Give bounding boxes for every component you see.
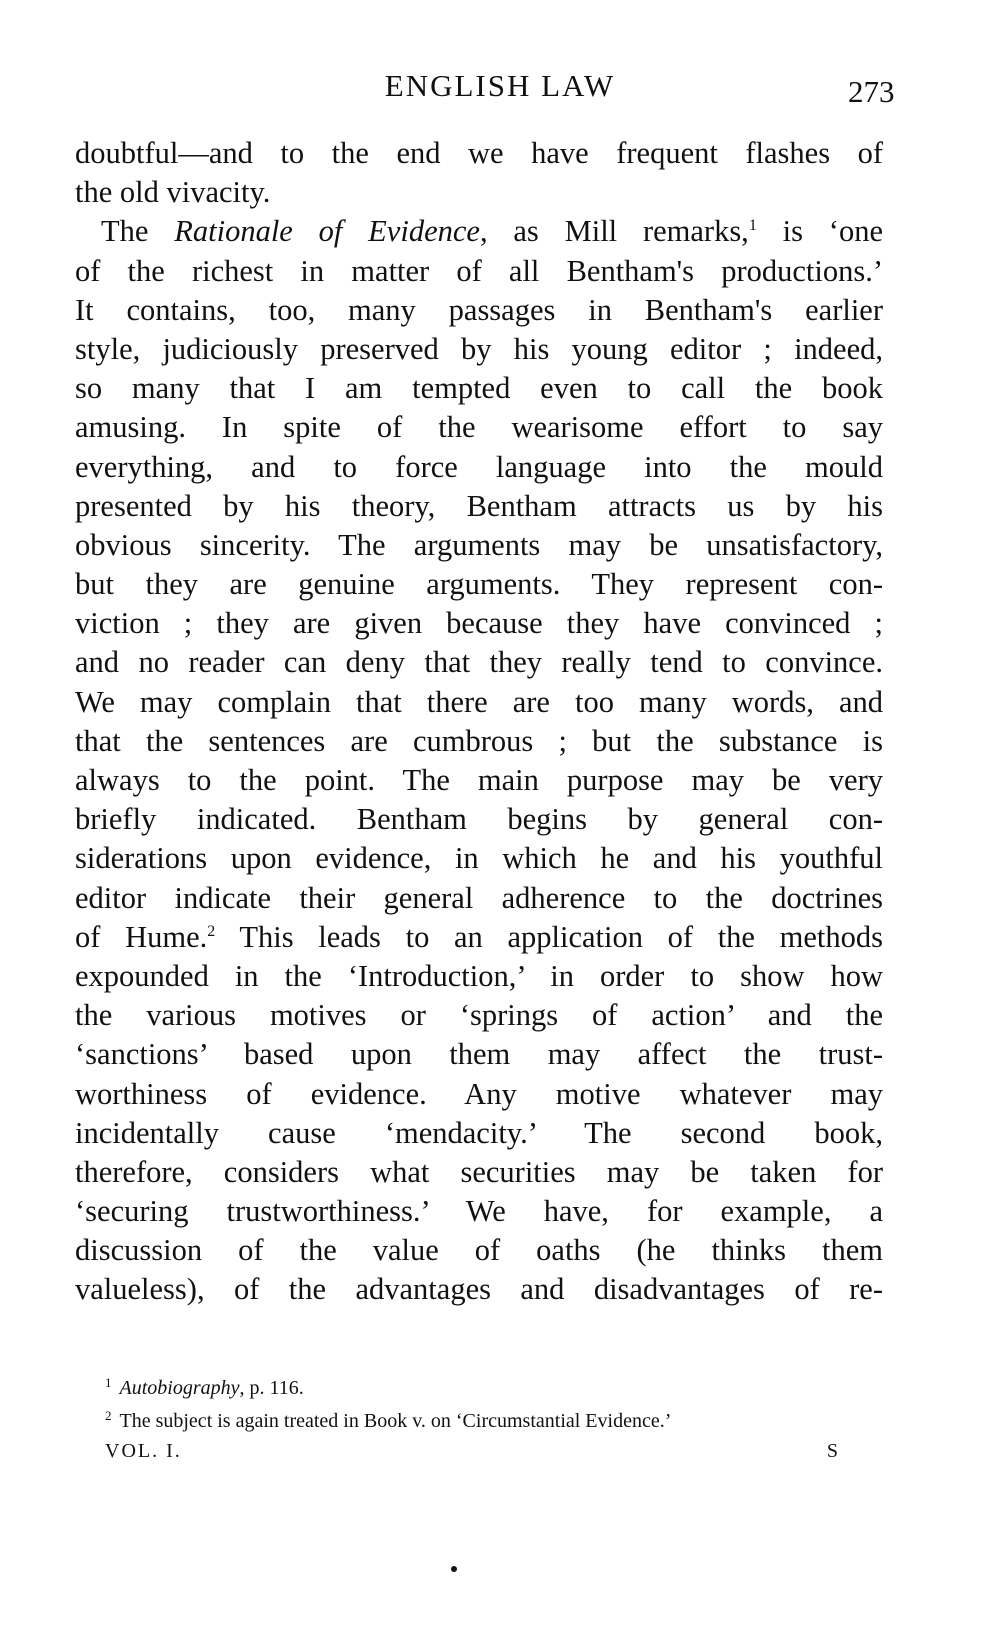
text-line <box>75 134 883 173</box>
text-run: always to the point. The main purpose may be very <box>75 763 883 797</box>
text-run: so many that I am tempted even to call the book <box>75 371 883 406</box>
text-line <box>75 487 883 526</box>
text-line <box>75 1035 883 1074</box>
text-run: of Hume. <box>75 919 208 954</box>
text-run: worthiness of evidence. Any motive whatever may <box>75 1076 883 1111</box>
text-run: of the richest in matter of all Bentham's productions.’ <box>75 253 883 288</box>
printer-signature <box>105 1440 840 1463</box>
text-line <box>75 212 883 251</box>
text-run: everything, and to force language into the mould <box>75 449 883 484</box>
text-line <box>75 1192 883 1231</box>
text-run: style, judiciously preserved by his young editor ; indeed, <box>75 331 883 366</box>
text-line <box>75 1231 883 1270</box>
text-run: obvious sincerity. The arguments may be unsatisfactory, <box>75 527 883 562</box>
text-line <box>75 918 883 957</box>
text-run: , as Mill remarks, <box>479 214 749 249</box>
footnote-reference: 1 <box>748 217 757 235</box>
text-run: but they are genuine arguments. They represent con- <box>75 567 883 602</box>
body-text <box>75 134 883 1310</box>
text-run: siderations upon evidence, in which he and his youthful <box>75 841 883 876</box>
text-line <box>75 1114 883 1153</box>
text-run: ‘sanctions’ based upon them may affect the trust- <box>75 1037 883 1072</box>
text-run: valueless), of the advantages and disadvantages of re- <box>75 1272 883 1307</box>
text-line <box>75 369 883 408</box>
text-line <box>75 879 883 918</box>
text-line <box>75 252 883 291</box>
text-run: amusing. In spite of the wearisome effort to say <box>75 410 883 445</box>
signature-mark: S <box>826 1440 840 1462</box>
page-number: 273 <box>848 74 895 109</box>
text-line <box>75 761 883 800</box>
text-run: that the sentences are cumbrous ; but the substance is <box>75 723 883 758</box>
text-run: therefore, considers what securities may be taken for <box>75 1154 883 1189</box>
text-run: We may complain that there are too many words, and <box>75 684 883 719</box>
text-run: and no reader can deny that they really tend to convince. <box>75 645 883 680</box>
running-header-title: ENGLISH LAW <box>384 68 616 103</box>
text-run: presented by his theory, Bentham attracts us by his <box>75 488 883 523</box>
footnote-mark: 1 <box>105 1375 112 1390</box>
text-line <box>75 408 883 447</box>
italic-title: Autobiography <box>119 1377 240 1399</box>
text-run: is ‘one <box>756 214 883 249</box>
text-run: editor indicate their general adherence to the doctrines <box>75 880 883 915</box>
text-line <box>75 448 883 487</box>
text-line <box>75 565 883 604</box>
text-line <box>75 526 883 565</box>
text-run: discussion of the value of oaths (he thinks them <box>75 1233 883 1268</box>
footnotes <box>105 1372 671 1438</box>
text-run: incidentally cause ‘mendacity.’ The second book, <box>75 1115 883 1150</box>
text-run: viction ; they are given because they have convinced ; <box>75 606 883 641</box>
text-line <box>75 957 883 996</box>
footnote-reference: 2 <box>207 922 216 940</box>
italic-title: Rationale of Evidence <box>174 214 480 249</box>
text-run: This leads to an application of the methods <box>215 919 883 954</box>
text-line <box>75 683 883 722</box>
text-run: expounded in the ‘Introduction,’ in order to show how <box>75 958 883 993</box>
text-line <box>75 1270 883 1309</box>
text-line <box>75 722 883 761</box>
text-run: , p. 116. <box>239 1377 304 1399</box>
text-run: the old vivacity. <box>75 175 271 210</box>
text-line <box>75 1153 883 1192</box>
volume-label: VOL. I. <box>105 1440 182 1462</box>
scan-speck <box>451 1566 457 1572</box>
text-run: ‘securing trustworthiness.’ We have, for example, a <box>75 1194 883 1229</box>
text-line <box>75 800 883 839</box>
text-line <box>75 330 883 369</box>
text-line <box>75 996 883 1035</box>
text-line <box>75 1075 883 1114</box>
text-line <box>75 839 883 878</box>
text-run: The subject is again treated in Book v. on ‘Circumstantial Evidence.’ <box>119 1410 672 1432</box>
text-line <box>75 291 883 330</box>
text-run: briefly indicated. Bentham begins by general con- <box>75 802 883 837</box>
text-run: The <box>101 214 175 249</box>
text-line <box>75 173 883 212</box>
footnote <box>105 1405 671 1438</box>
footnote-mark: 2 <box>105 1408 112 1423</box>
text-run: doubtful—and to the end we have frequent flashes of <box>75 136 883 170</box>
text-run: It contains, too, many passages in Bentham's earlier <box>75 292 883 327</box>
text-run: the various motives or ‘springs of action’ and the <box>75 998 883 1033</box>
footnote <box>105 1372 671 1405</box>
text-line <box>75 604 883 643</box>
text-line <box>75 643 883 682</box>
